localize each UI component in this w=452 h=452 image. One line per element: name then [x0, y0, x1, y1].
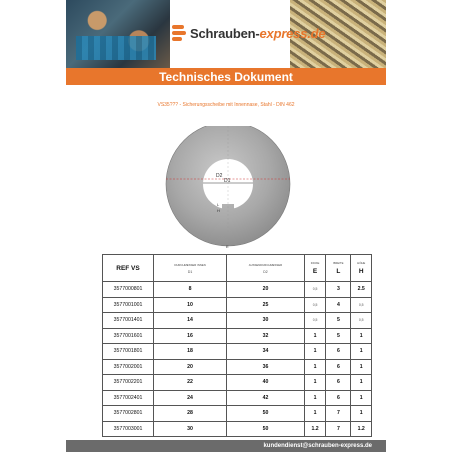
header-d2: AUSSENDURCHMESSER D2 — [227, 255, 305, 282]
cell-d1: 16 — [154, 328, 227, 344]
spec-table — [102, 254, 372, 437]
cell-d2: 50 — [227, 406, 305, 422]
cell-l: 6 — [326, 375, 351, 391]
header-e: DICKE E — [304, 255, 326, 282]
cell-e: 1.2 — [304, 421, 326, 437]
e-label: E — [226, 244, 229, 249]
cell-d1: 18 — [154, 344, 227, 360]
cell-d2: 30 — [227, 313, 305, 329]
cell-e: 1 — [304, 328, 326, 344]
table-row — [103, 344, 372, 360]
header-h: HÖHE H — [351, 255, 372, 282]
table-row — [103, 328, 372, 344]
cell-d1: 22 — [154, 375, 227, 391]
cell-d2: 40 — [227, 375, 305, 391]
tools-photo — [66, 0, 170, 68]
table-row — [103, 406, 372, 422]
cell-d1: 24 — [154, 390, 227, 406]
cell-d2: 36 — [227, 359, 305, 375]
cell-d1: 30 — [154, 421, 227, 437]
header-banner — [66, 0, 386, 68]
table-row — [103, 421, 372, 437]
cell-d1: 8 — [154, 282, 227, 298]
cell-ref: 3577001401 — [103, 313, 154, 329]
header-ref: REF VS — [103, 255, 154, 282]
cell-ref: 3577002801 — [103, 406, 154, 422]
cell-ref: 3577001801 — [103, 344, 154, 360]
cell-l: 7 — [326, 406, 351, 422]
cell-h: 1 — [351, 375, 372, 391]
table-row — [103, 375, 372, 391]
cell-h: 1 — [351, 390, 372, 406]
cell-ref: 3577001601 — [103, 328, 154, 344]
cell-d2: 25 — [227, 297, 305, 313]
cell-ref: 3577002201 — [103, 375, 154, 391]
l-label: L — [217, 202, 220, 207]
h-label: H — [217, 208, 220, 213]
table-row — [103, 297, 372, 313]
d2-label: D2 — [216, 173, 223, 179]
cell-l: 3 — [326, 282, 351, 298]
cell-l: 6 — [326, 344, 351, 360]
product-subtitle: VS35??? - Sicherungsscheibe mit Innennase, Stahl - DIN 462 — [157, 102, 295, 108]
d1-label: D1 — [224, 178, 231, 184]
cell-e: 0,5 — [304, 313, 326, 329]
cell-h: 1 — [351, 344, 372, 360]
cell-ref: 3577002401 — [103, 390, 154, 406]
support-email[interactable]: kundendienst@schrauben-express.de — [263, 443, 372, 449]
cell-l: 5 — [326, 313, 351, 329]
logo-icon — [172, 24, 186, 42]
cell-d1: 20 — [154, 359, 227, 375]
table-row — [103, 359, 372, 375]
cell-e: 1 — [304, 359, 326, 375]
cell-h: 0,5 — [351, 297, 372, 313]
brand-name: Schrauben-express.de — [190, 25, 326, 41]
brand-logo[interactable] — [172, 18, 325, 48]
document-title: Technisches Dokument — [159, 69, 293, 84]
cell-ref: 3577000801 — [103, 282, 154, 298]
cell-h: 2.5 — [351, 282, 372, 298]
table-row — [103, 282, 372, 298]
cell-d2: 20 — [227, 282, 305, 298]
table-row — [103, 390, 372, 406]
cell-h: 1 — [351, 328, 372, 344]
cell-d1: 14 — [154, 313, 227, 329]
cell-d1: 28 — [154, 406, 227, 422]
document-page — [66, 0, 386, 452]
cell-d2: 42 — [227, 390, 305, 406]
washer-drawing — [156, 126, 298, 250]
cell-l: 5 — [326, 328, 351, 344]
cell-h: 1 — [351, 406, 372, 422]
cell-d2: 50 — [227, 421, 305, 437]
cell-d2: 32 — [227, 328, 305, 344]
cell-e: 1 — [304, 390, 326, 406]
table-row — [103, 313, 372, 329]
cell-ref: 3577003001 — [103, 421, 154, 437]
cell-l: 6 — [326, 390, 351, 406]
cell-l: 6 — [326, 359, 351, 375]
cell-h: 0,5 — [351, 313, 372, 329]
cell-l: 7 — [326, 421, 351, 437]
cell-e: 1 — [304, 375, 326, 391]
cell-e: 0,5 — [304, 297, 326, 313]
cell-ref: 3577001001 — [103, 297, 154, 313]
cell-e: 1 — [304, 344, 326, 360]
cell-e: 1 — [304, 406, 326, 422]
cell-e: 0,5 — [304, 282, 326, 298]
footer-bar — [66, 440, 386, 452]
header-d1: DURCHMESSER INNEN D1 — [154, 255, 227, 282]
table-header-row — [103, 255, 372, 282]
cell-h: 1.2 — [351, 421, 372, 437]
title-bar — [66, 68, 386, 85]
cell-d2: 34 — [227, 344, 305, 360]
cell-d1: 10 — [154, 297, 227, 313]
cell-l: 4 — [326, 297, 351, 313]
cell-ref: 3577002001 — [103, 359, 154, 375]
header-l: BREITE L — [326, 255, 351, 282]
cell-h: 1 — [351, 359, 372, 375]
